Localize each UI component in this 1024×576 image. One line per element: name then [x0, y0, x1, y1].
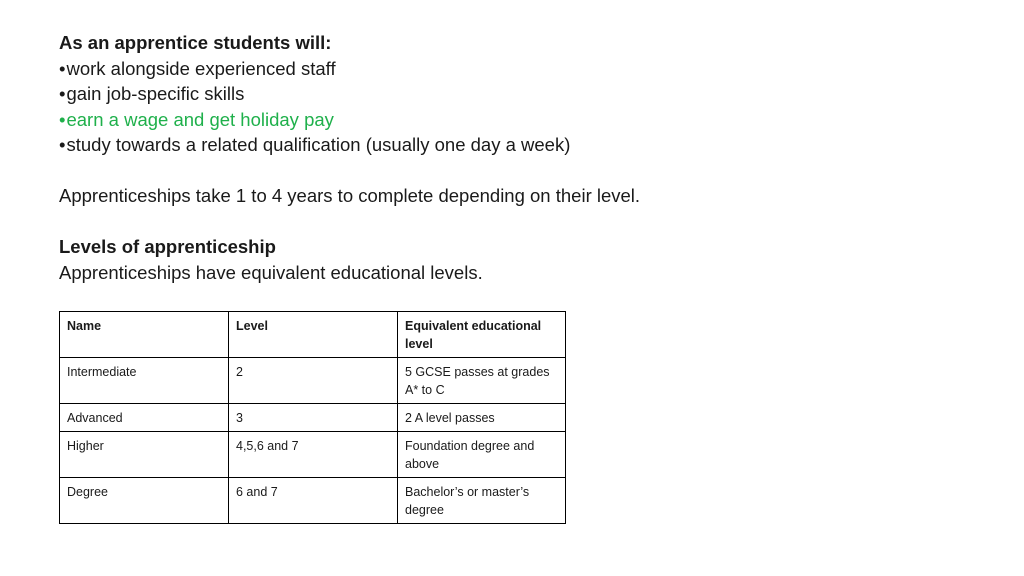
cell-level: 2: [229, 358, 398, 404]
bullet-icon: •: [59, 134, 66, 155]
bullet-item-highlighted: [59, 107, 959, 133]
table-row: [60, 404, 566, 432]
slide-content: [59, 30, 959, 285]
cell-equivalent: 2 A level passes: [398, 404, 566, 432]
cell-name: Higher: [60, 432, 229, 478]
table-row: [60, 478, 566, 524]
bullet-item: [59, 132, 959, 158]
bullet-icon: •: [59, 108, 66, 130]
apprenticeship-levels-table: [59, 311, 566, 524]
table-header-row: [60, 312, 566, 358]
intro-heading: As an apprentice students will:: [59, 32, 332, 53]
header-equivalent: Equivalent educational level: [398, 312, 566, 358]
bullet-text: study towards a related qualification (usually one day a week): [66, 134, 571, 155]
table-row: [60, 432, 566, 478]
bullet-text: gain job-specific skills: [66, 83, 245, 104]
bullet-text: earn a wage and get holiday pay: [66, 108, 334, 130]
cell-equivalent: Bachelor’s or master’s degree: [398, 478, 566, 524]
levels-heading: Levels of apprenticeship: [59, 236, 276, 257]
levels-subtext: Apprenticeships have equivalent educational levels.: [59, 261, 483, 283]
cell-level: 3: [229, 404, 398, 432]
cell-name: Advanced: [60, 404, 229, 432]
spacer: [59, 158, 959, 184]
cell-equivalent: 5 GCSE passes at grades A* to C: [398, 358, 566, 404]
cell-name: Intermediate: [60, 358, 229, 404]
cell-level: 4,5,6 and 7: [229, 432, 398, 478]
cell-level: 6 and 7: [229, 478, 398, 524]
bullet-item: [59, 81, 959, 107]
cell-equivalent: Foundation degree and above: [398, 432, 566, 478]
bullet-item: [59, 56, 959, 82]
cell-name: Degree: [60, 478, 229, 524]
table-row: [60, 358, 566, 404]
spacer: [59, 209, 959, 235]
header-name: Name: [60, 312, 229, 358]
bullet-icon: •: [59, 83, 66, 104]
bullet-text: work alongside experienced staff: [66, 57, 336, 79]
bullet-icon: •: [59, 57, 66, 79]
header-level: Level: [229, 312, 398, 358]
duration-text: Apprenticeships take 1 to 4 years to complete depending on their level.: [59, 185, 641, 206]
